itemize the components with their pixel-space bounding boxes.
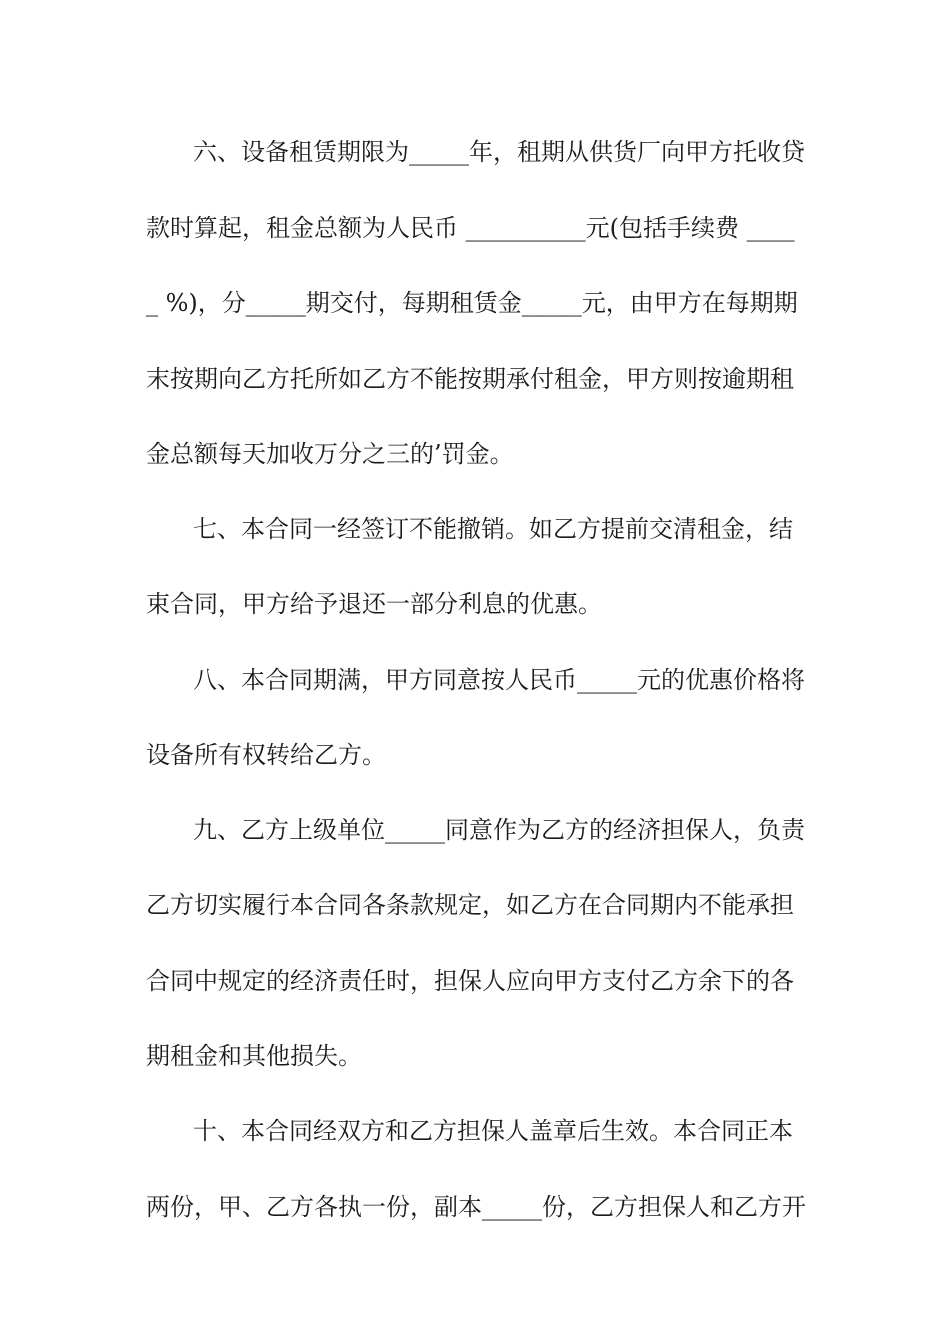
text-line: 乙方切实履行本合同各条款规定，如乙方在合同期内不能承担 (146, 891, 794, 919)
text-line: 合同中规定的经济责任时，担保人应向甲方支付乙方余下的各 (146, 967, 794, 995)
text-line: 期租金和其他损失。 (146, 1042, 362, 1070)
text-line: 两份，甲、乙方各执一份，副本_____份，乙方担保人和乙方开 (146, 1193, 806, 1221)
text-line: 金总额每天加收万分之三的’罚金。 (146, 440, 514, 468)
text-line: 束合同，甲方给予退还一部分利息的优惠。 (146, 590, 602, 618)
text-line: 九、乙方上级单位_____同意作为乙方的经济担保人，负责 (193, 816, 805, 844)
text-line: 十、本合同经双方和乙方担保人盖章后生效。本合同正本 (193, 1117, 793, 1145)
text-line: 八、本合同期满，甲方同意按人民币_____元的优惠价格将 (193, 666, 805, 694)
text-line: 末按期向乙方托所如乙方不能按期承付租金，甲方则按逾期租 (146, 365, 794, 393)
text-line: 设备所有权转给乙方。 (146, 741, 386, 769)
text-line: 款时算起，租金总额为人民币 __________元(包括手续费 ____ (146, 214, 795, 242)
text-line: 七、本合同一经签订不能撤销。如乙方提前交清租金，结 (193, 515, 793, 543)
text-line: _ %)，分_____期交付，每期租赁金_____元，由甲方在每期期 (146, 289, 798, 317)
text-line: 六、设备租赁期限为_____年，租期从供货厂向甲方托收贷 (193, 138, 805, 166)
